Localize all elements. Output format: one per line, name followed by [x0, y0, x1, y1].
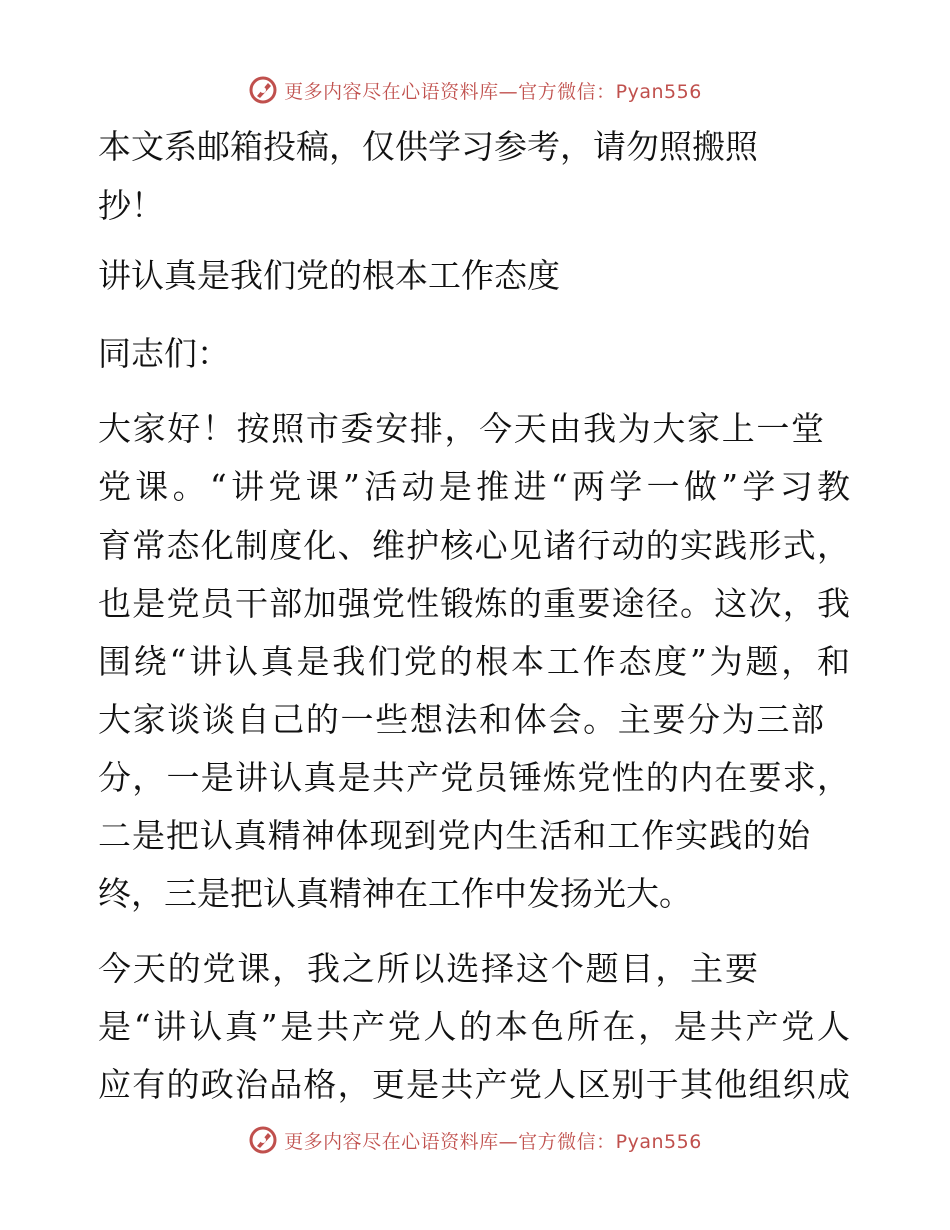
salutation: 同志们：	[98, 334, 230, 373]
notice-line-2: 抄！	[98, 186, 164, 225]
paragraph-2-line-1: 今天的党课，我之所以选择这个题目，主要	[98, 949, 758, 988]
header-watermark	[0, 70, 950, 110]
watermark-text: 更多内容尽在心语资料库—官方微信：Pyan556	[284, 80, 702, 103]
paragraph-1-line-1: 大家好！按照市委安排，今天由我为大家上一堂	[98, 409, 824, 448]
paragraph-2-line-2: 是“讲认真”是共产党人的本色所在，是共产党人	[98, 1007, 850, 1046]
pen-logo-icon	[248, 1125, 278, 1155]
paragraph-1-line-5: 围绕“讲认真是我们党的根本工作态度”为题，和	[98, 642, 850, 681]
paragraph-1-line-3: 育常态化制度化、维护核心见诸行动的实践形式，	[98, 526, 850, 565]
paragraph-1-line-4: 也是党员干部加强党性锻炼的重要途径。这次，我	[98, 584, 850, 623]
notice-line-1: 本文系邮箱投稿，仅供学习参考，请勿照搬照	[98, 127, 758, 166]
paragraph-1-line-6: 大家谈谈自己的一些想法和体会。主要分为三部	[98, 700, 824, 739]
paragraph-1-line-8: 二是把认真精神体现到党内生活和工作实践的始	[98, 816, 810, 855]
document-title: 讲认真是我们党的根本工作态度	[98, 256, 560, 295]
pen-logo-icon	[248, 75, 278, 105]
paragraph-1-line-2: 党课。“讲党课”活动是推进“两学一做”学习教	[98, 467, 850, 506]
paragraph-1-line-7: 分，一是讲认真是共产党员锤炼党性的内在要求，	[98, 758, 850, 797]
paragraph-1-line-9: 终，三是把认真精神在工作中发扬光大。	[98, 874, 692, 913]
footer-watermark	[0, 1120, 950, 1160]
watermark-text: 更多内容尽在心语资料库—官方微信：Pyan556	[284, 1130, 702, 1153]
paragraph-2-line-3: 应有的政治品格，更是共产党人区别于其他组织成	[98, 1065, 850, 1104]
